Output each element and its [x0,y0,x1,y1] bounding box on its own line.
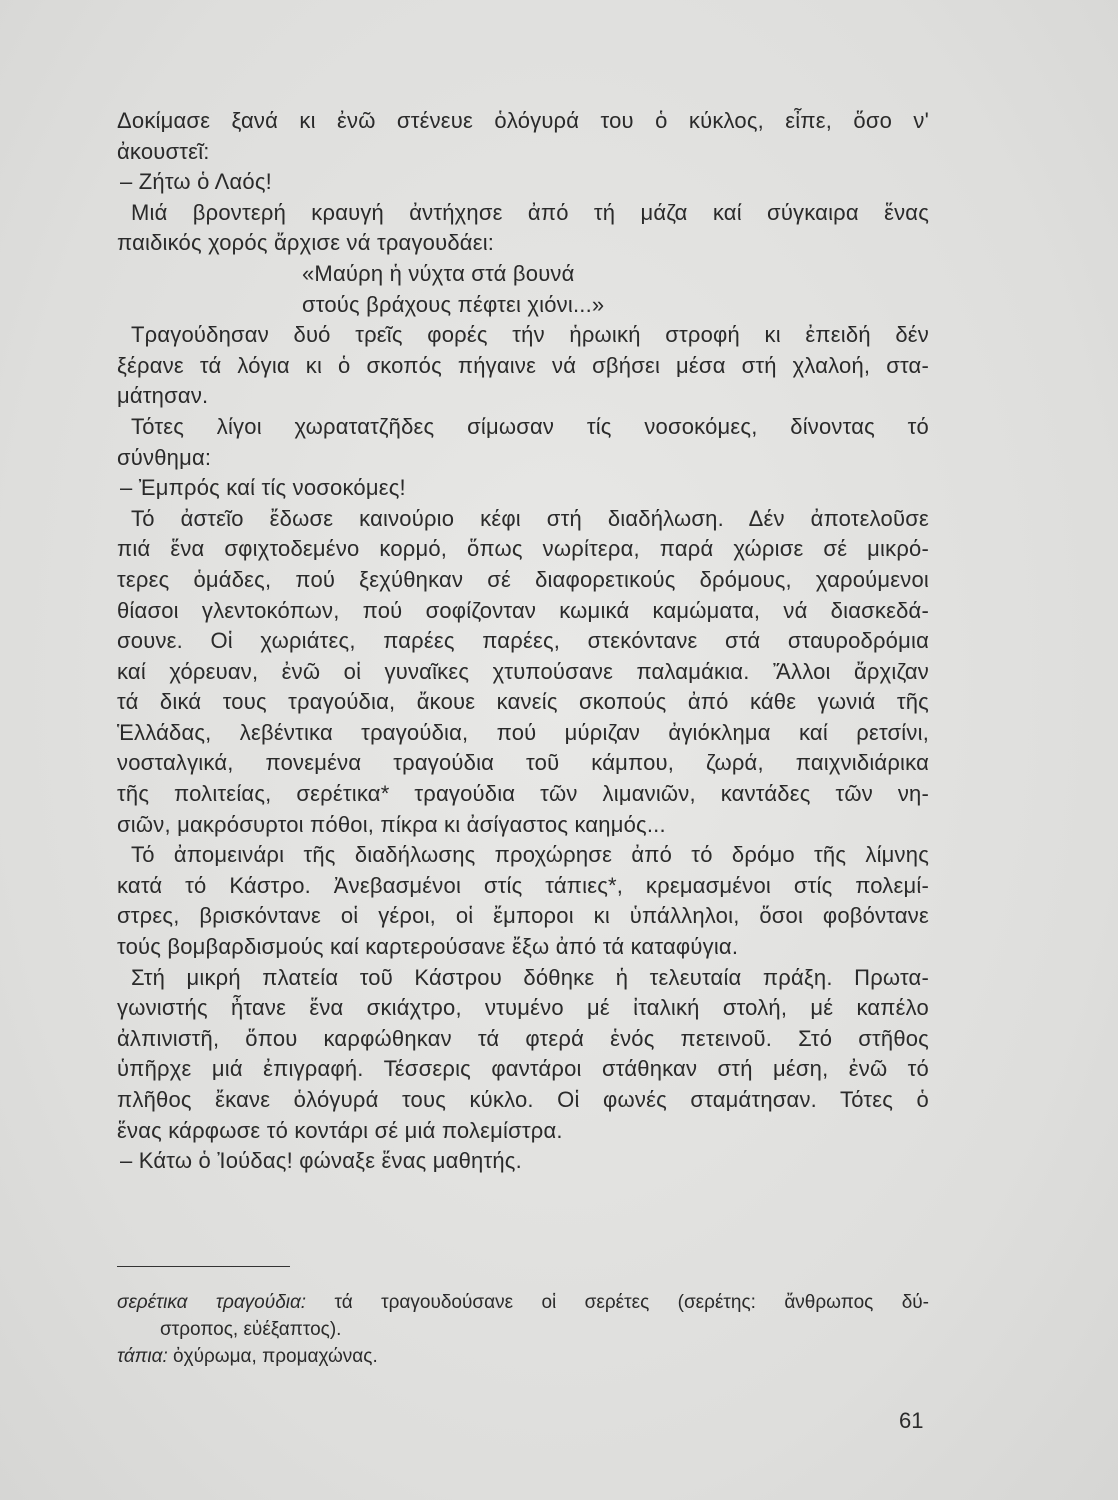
text-line: σιῶν, μακρόσυρτοι πόθοι, πίκρα κι ἀσίγαστος καημός... [117,811,666,837]
text-line: ἕνας κάρφωσε τό κοντάρι σέ μιά πολεμίστρα. [117,1117,563,1143]
text-line: παιδικός χορός ἄρχισε νά τραγουδάει: [117,230,495,256]
text-line: μάτησαν. [117,383,209,409]
footnote-text: τά τραγουδούσανε οἱ σερέτες (σερέτης: ἄνθρωπος δύ- [306,1292,929,1313]
main-text [117,106,929,1177]
text-line: ξέρανε τά λόγια κι ὁ σκοπός πήγαινε νά σβήσει μέσα στή χλαλοή, στα- [117,352,929,378]
text-line: νοσταλγικά, πονεμένα τραγούδια τοῦ κάμπου, ζωρά, παιχνιδιάρικα [117,750,929,776]
text-line: ἀλπινιστῆ, ὅπου καρφώθηκαν τά φτερά ἑνός πετεινοῦ. Στό στῆθος [117,1025,929,1051]
text-line: τά δικά τους τραγούδια, ἄκουε κανείς σκοπούς ἀπό κάθε γωνιά τῆς [117,689,929,715]
text-line: Ἑλλάδας, λεβέντικα τραγούδια, πού μύριζαν ἀγιόκλημα καί ρετσίνι, [117,719,929,745]
text-line: Δοκίμασε ξανά κι ἐνῶ στένευε ὁλόγυρά του ὁ κύκλος, εἶπε, ὅσο ν' [117,108,929,133]
text-line: θίασοι γλεντοκόπων, πού σοφίζονταν κωμικά καμώματα, νά διασκεδά- [117,597,929,623]
footnote-term: σερέτικα τραγούδια: [117,1292,307,1313]
text-line: τούς βομβαρδισμούς καί καρτερούσανε ἔξω ἀπό τά καταφύγια. [117,934,739,960]
text-line: στρες, βρισκόντανε οἱ γέροι, οἱ ἔμποροι κι ὑπάλληλοι, ὅσοι φοβόντανε [117,903,929,929]
text-line: κατά τό Κάστρο. Ἀνεβασμένοι στίς τάπιες*, κρεμασμένοι στίς πολεμί- [117,872,929,898]
text-line: πλῆθος ἔκανε ὁλόγυρά τους κύκλο. Οἱ φωνές σταμάτησαν. Τότες ὁ [117,1087,929,1112]
dialog-line: – Ζήτω ὁ Λαός! [120,169,272,195]
page-number: 61 [899,1408,924,1433]
text-line: καί χόρευαν, ἐνῶ οἱ γυναῖκες χτυπούσανε παλαμάκια. Ἄλλοι ἄρχιζαν [117,658,929,684]
footnote-term: τάπια: [117,1346,168,1367]
footnote-seretika [117,1289,929,1316]
footnote-continuation: στροπος, εὐέξαπτος). [160,1319,342,1340]
footnotes [117,1289,929,1370]
text-line: τῆς πολιτείας, σερέτικα* τραγούδια τῶν λιμανιῶν, καντάδες τῶν νη- [117,781,929,807]
footnote-tapia [117,1343,929,1370]
text-line: Τό ἀπομεινάρι τῆς διαδήλωσης προχώρησε ἀπό τό δρόμο τῆς λίμνης [131,842,929,868]
dialog-line: – Κάτω ὁ Ἰούδας! φώναξε ἕνας μαθητής. [120,1148,522,1174]
text-line: Τραγούδησαν δυό τρεῖς φορές τήν ἡρωική στροφή κι ἐπειδή δέν [131,322,929,348]
text-line: τερες ὁμάδες, πού ξεχύθηκαν σέ διαφορετικούς δρόμους, χαρούμενοι [117,566,929,592]
text-line: ὑπῆρχε μιά ἐπιγραφή. Τέσσερις φαντάροι στάθηκαν στή μέση, ἐνῶ τό [117,1056,929,1082]
text-line: ἀκουστεῖ: [117,138,210,164]
dialog-line: – Ἐμπρός καί τίς νοσοκόμες! [120,475,406,501]
footnote-text: ὀχύρωμα, προμαχώνας. [167,1346,378,1367]
verse-line: στούς βράχους πέφτει χιόνι...» [302,291,605,317]
text-line: σουνε. Οἱ χωριάτες, παρέες παρέες, στεκόντανε στά σταυροδρόμια [117,628,929,654]
footnote-divider [117,1266,290,1267]
verse-line: «Μαύρη ἡ νύχτα στά βουνά [302,260,575,286]
text-line: πιά ἕνα σφιχτοδεμένο κορμό, ὅπως νωρίτερα, παρά χώρισε σέ μικρό- [117,536,929,562]
text-line: Τότες λίγοι χωρατατζῆδες σίμωσαν τίς νοσοκόμες, δίνοντας τό [131,413,929,439]
text-line: σύνθημα: [117,444,212,470]
text-line: Μιά βροντερή κραυγή ἀντήχησε ἀπό τή μάζα καί σύγκαιρα ἕνας [131,199,929,225]
text-line: γωνιστής ἦτανε ἕνα σκιάχτρο, ντυμένο μέ ἰταλική στολή, μέ καπέλο [117,995,929,1021]
text-line: Στή μικρή πλατεία τοῦ Κάστρου δόθηκε ἡ τελευταία πράξη. Πρωτα- [131,964,929,990]
text-line: Τό ἀστεῖο ἔδωσε καινούριο κέφι στή διαδήλωση. Δέν ἀποτελοῦσε [131,505,929,531]
